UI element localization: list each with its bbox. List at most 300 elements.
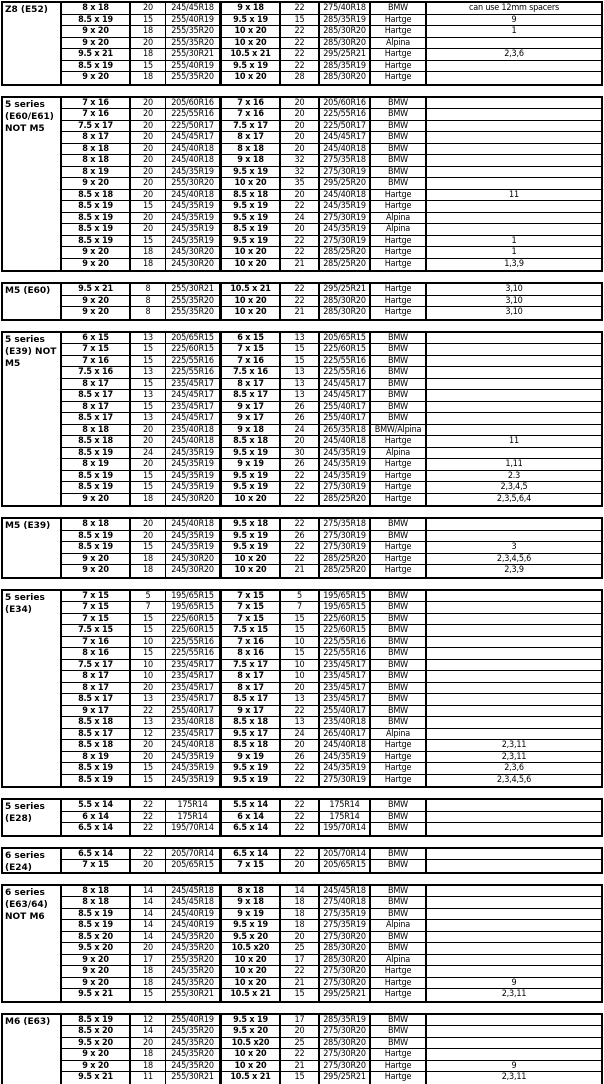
front-offset-cell: 18 — [131, 978, 166, 989]
manufacturer-cell: Hartge — [371, 966, 427, 977]
front-wheel-size-cell: 8 x 18 — [62, 519, 131, 530]
front-offset-cell: 20 — [131, 38, 166, 49]
fitment-rows — [60, 3, 601, 84]
rear-offset-cell: 22 — [281, 775, 320, 787]
notes-cell — [427, 1038, 601, 1049]
manufacturer-cell: BMW — [371, 98, 427, 109]
front-tyre-size-cell: 195/70R14 — [166, 823, 221, 835]
rear-tyre-size-cell: 225/55R16 — [320, 356, 371, 367]
front-offset-cell: 13 — [131, 333, 166, 344]
rear-tyre-size-cell: 285/25R20 — [320, 565, 371, 577]
notes-cell — [427, 860, 601, 872]
front-wheel-size-cell: 8.5 x 17 — [62, 413, 131, 424]
rear-offset-cell: 17 — [281, 1015, 320, 1026]
model-name: 6 series (E24) — [5, 850, 45, 873]
front-offset-cell: 15 — [131, 471, 166, 482]
notes-cell — [427, 356, 601, 367]
front-wheel-size-cell: 8 x 17 — [62, 379, 131, 390]
front-offset-cell: 10 — [131, 660, 166, 671]
rear-offset-cell: 20 — [281, 121, 320, 132]
front-tyre-size-cell: 245/35R20 — [166, 1061, 221, 1072]
rear-offset-cell: 22 — [281, 38, 320, 49]
manufacturer-cell: BMW — [371, 860, 427, 872]
front-offset-cell: 7 — [131, 602, 166, 613]
rear-offset-cell: 22 — [281, 247, 320, 258]
front-wheel-size-cell: 7 x 15 — [62, 860, 131, 872]
manufacturer-cell: BMW — [371, 333, 427, 344]
front-offset-cell: 22 — [131, 706, 166, 717]
model-name: 5 series (E34) — [5, 592, 45, 615]
rear-wheel-size-cell: 10 x 20 — [221, 966, 281, 977]
front-wheel-size-cell: 9 x 20 — [62, 307, 131, 319]
rear-wheel-size-cell: 8.5 x 18 — [221, 717, 281, 728]
rear-wheel-size-cell: 9.5 x 19 — [221, 482, 281, 493]
manufacturer-cell: Hartge — [371, 740, 427, 751]
front-offset-cell: 20 — [131, 167, 166, 178]
table-row — [62, 494, 601, 506]
manufacturer-cell: Alpina — [371, 38, 427, 49]
rear-tyre-size-cell: 225/55R16 — [320, 367, 371, 378]
rear-tyre-size-cell: 195/70R14 — [320, 823, 371, 835]
rear-wheel-size-cell: 10.5 x 21 — [221, 989, 281, 1001]
front-offset-cell: 18 — [131, 259, 166, 271]
notes-cell — [427, 1015, 601, 1026]
table-row — [62, 367, 601, 379]
front-wheel-size-cell: 7 x 16 — [62, 109, 131, 120]
front-tyre-size-cell: 245/45R18 — [166, 3, 221, 14]
rear-tyre-size-cell: 285/30R20 — [320, 296, 371, 307]
rear-wheel-size-cell: 10.5 x20 — [221, 1038, 281, 1049]
front-tyre-size-cell: 255/35R20 — [166, 26, 221, 37]
rear-wheel-size-cell: 9 x 17 — [221, 706, 281, 717]
front-offset-cell: 8 — [131, 307, 166, 319]
rear-tyre-size-cell: 245/35R19 — [320, 752, 371, 763]
front-wheel-size-cell: 9.5 x 20 — [62, 943, 131, 954]
manufacturer-cell: Hartge — [371, 236, 427, 247]
notes-cell — [427, 213, 601, 224]
rear-tyre-size-cell: 245/40R18 — [320, 740, 371, 751]
table-row — [62, 1038, 601, 1050]
rear-offset-cell: 22 — [281, 61, 320, 72]
front-wheel-size-cell: 8.5 x 19 — [62, 15, 131, 26]
front-tyre-size-cell: 235/45R17 — [166, 402, 221, 413]
rear-tyre-size-cell: 255/40R17 — [320, 706, 371, 717]
manufacturer-cell: Hartge — [371, 1072, 427, 1084]
rear-tyre-size-cell: 205/70R14 — [320, 849, 371, 860]
rear-offset-cell: 10 — [281, 637, 320, 648]
rear-tyre-size-cell: 275/30R19 — [320, 167, 371, 178]
front-wheel-size-cell: 8.5 x 19 — [62, 224, 131, 235]
manufacturer-cell: Hartge — [371, 1061, 427, 1072]
rear-tyre-size-cell: 275/35R18 — [320, 519, 371, 530]
front-tyre-size-cell: 255/35R20 — [166, 72, 221, 84]
manufacturer-cell: BMW — [371, 1015, 427, 1026]
notes-cell — [427, 144, 601, 155]
notes-cell — [427, 932, 601, 943]
rear-offset-cell: 26 — [281, 413, 320, 424]
notes-cell — [427, 800, 601, 811]
table-row — [62, 190, 601, 202]
table-row — [62, 602, 601, 614]
manufacturer-cell: BMW — [371, 932, 427, 943]
rear-wheel-size-cell: 10 x 20 — [221, 978, 281, 989]
table-row — [62, 909, 601, 921]
front-offset-cell: 20 — [131, 109, 166, 120]
front-wheel-size-cell: 8 x 16 — [62, 648, 131, 659]
manufacturer-cell: Hartge — [371, 554, 427, 565]
manufacturer-cell: Alpina — [371, 213, 427, 224]
notes-cell — [427, 367, 601, 378]
manufacturer-cell: BMW/Alpina — [371, 425, 427, 436]
table-row — [62, 897, 601, 909]
rear-offset-cell: 20 — [281, 1026, 320, 1037]
rear-wheel-size-cell: 8.5 x 17 — [221, 694, 281, 705]
front-wheel-size-cell: 5.5 x 14 — [62, 800, 131, 811]
front-tyre-size-cell: 245/30R20 — [166, 565, 221, 577]
rear-offset-cell: 13 — [281, 367, 320, 378]
front-wheel-size-cell: 6 x 15 — [62, 333, 131, 344]
rear-tyre-size-cell: 245/35R19 — [320, 459, 371, 470]
front-tyre-size-cell: 245/35R20 — [166, 966, 221, 977]
front-wheel-size-cell: 9.5 x 21 — [62, 989, 131, 1001]
front-tyre-size-cell: 195/65R15 — [166, 602, 221, 613]
rear-wheel-size-cell: 6.5 x 14 — [221, 849, 281, 860]
rear-tyre-size-cell: 275/30R20 — [320, 1049, 371, 1060]
rear-tyre-size-cell: 285/25R20 — [320, 259, 371, 271]
front-offset-cell: 13 — [131, 413, 166, 424]
rear-wheel-size-cell: 9.5 x 19 — [221, 542, 281, 553]
table-row — [62, 224, 601, 236]
notes-cell — [427, 132, 601, 143]
table-row — [62, 471, 601, 483]
rear-offset-cell: 20 — [281, 109, 320, 120]
front-wheel-size-cell: 8.5 x 18 — [62, 436, 131, 447]
rear-wheel-size-cell: 6.5 x 14 — [221, 823, 281, 835]
rear-tyre-size-cell: 205/65R15 — [320, 860, 371, 872]
front-wheel-size-cell: 9 x 20 — [62, 1049, 131, 1060]
rear-offset-cell: 15 — [281, 614, 320, 625]
notes-cell — [427, 717, 601, 728]
front-tyre-size-cell: 235/45R17 — [166, 660, 221, 671]
rear-tyre-size-cell: 245/40R18 — [320, 144, 371, 155]
rear-offset-cell: 28 — [281, 72, 320, 84]
front-offset-cell: 22 — [131, 823, 166, 835]
rear-offset-cell: 22 — [281, 284, 320, 295]
rear-offset-cell: 20 — [281, 224, 320, 235]
rear-offset-cell: 22 — [281, 966, 320, 977]
notes-cell — [427, 201, 601, 212]
front-offset-cell: 13 — [131, 367, 166, 378]
model-group-table — [1, 847, 603, 874]
model-group-table — [1, 884, 603, 1003]
model-group-table — [1, 96, 603, 273]
front-wheel-size-cell: 8 x 19 — [62, 459, 131, 470]
model-name: M5 (E39) — [5, 521, 51, 531]
manufacturer-cell: Alpina — [371, 729, 427, 740]
front-wheel-size-cell: 9.5 x 21 — [62, 49, 131, 60]
rear-wheel-size-cell: 10 x 20 — [221, 26, 281, 37]
table-row — [62, 296, 601, 308]
notes-cell: 3,10 — [505, 284, 523, 294]
rear-tyre-size-cell: 285/30R20 — [320, 943, 371, 954]
front-tyre-size-cell: 245/45R17 — [166, 132, 221, 143]
front-wheel-size-cell: 9 x 20 — [62, 72, 131, 84]
front-tyre-size-cell: 245/35R19 — [166, 236, 221, 247]
front-offset-cell: 14 — [131, 886, 166, 897]
front-tyre-size-cell: 245/35R20 — [166, 1038, 221, 1049]
front-offset-cell: 15 — [131, 201, 166, 212]
front-tyre-size-cell: 225/55R16 — [166, 356, 221, 367]
rear-tyre-size-cell: 295/25R21 — [320, 49, 371, 60]
rear-wheel-size-cell: 6 x 15 — [221, 333, 281, 344]
front-offset-cell: 22 — [131, 849, 166, 860]
manufacturer-cell: BMW — [371, 402, 427, 413]
fitment-rows — [60, 519, 601, 577]
fitment-rows — [60, 800, 601, 835]
front-offset-cell: 14 — [131, 920, 166, 931]
front-wheel-size-cell: 8.5 x 18 — [62, 190, 131, 201]
front-wheel-size-cell: 8.5 x 19 — [62, 201, 131, 212]
model-name: 5 series (E28) — [5, 802, 45, 824]
front-wheel-size-cell: 8.5 x 19 — [62, 775, 131, 787]
rear-offset-cell: 7 — [281, 602, 320, 613]
front-offset-cell: 20 — [131, 752, 166, 763]
rear-tyre-size-cell: 285/30R20 — [320, 72, 371, 84]
rear-wheel-size-cell: 9.5 x 19 — [221, 61, 281, 72]
front-offset-cell: 13 — [131, 717, 166, 728]
table-row — [62, 943, 601, 955]
notes-cell — [427, 390, 601, 401]
front-tyre-size-cell: 255/40R19 — [166, 61, 221, 72]
notes-cell — [427, 72, 601, 84]
front-offset-cell: 15 — [131, 236, 166, 247]
rear-wheel-size-cell: 9.5 x 19 — [221, 236, 281, 247]
manufacturer-cell: Hartge — [371, 775, 427, 787]
rear-tyre-size-cell: 175R14 — [320, 812, 371, 823]
table-row — [62, 155, 601, 167]
front-tyre-size-cell: 245/45R18 — [166, 886, 221, 897]
notes-cell — [427, 155, 601, 166]
table-row — [62, 565, 601, 577]
front-wheel-size-cell: 9 x 20 — [62, 955, 131, 966]
front-wheel-size-cell: 7.5 x 17 — [62, 660, 131, 671]
rear-offset-cell: 22 — [281, 823, 320, 835]
front-wheel-size-cell: 9 x 20 — [62, 978, 131, 989]
table-row — [62, 614, 601, 626]
front-tyre-size-cell: 245/40R18 — [166, 144, 221, 155]
rear-wheel-size-cell: 7 x 15 — [221, 591, 281, 602]
manufacturer-cell: BMW — [371, 886, 427, 897]
rear-offset-cell: 15 — [281, 1072, 320, 1084]
rear-wheel-size-cell: 9.5 x 19 — [221, 920, 281, 931]
table-row — [62, 259, 601, 271]
manufacturer-cell: BMW — [371, 943, 427, 954]
rear-offset-cell: 22 — [281, 49, 320, 60]
rear-tyre-size-cell: 275/30R20 — [320, 932, 371, 943]
table-row — [62, 812, 601, 824]
front-offset-cell: 12 — [131, 729, 166, 740]
rear-offset-cell: 18 — [281, 909, 320, 920]
model-name: 5 series (E60/E61) NOT M5 — [5, 99, 54, 134]
front-tyre-size-cell: 245/30R20 — [166, 247, 221, 258]
rear-offset-cell: 25 — [281, 943, 320, 954]
rear-offset-cell: 20 — [281, 860, 320, 872]
rear-tyre-size-cell: 245/35R19 — [320, 201, 371, 212]
notes-cell — [427, 943, 601, 954]
front-wheel-size-cell: 8 x 19 — [62, 752, 131, 763]
rear-wheel-size-cell: 10 x 20 — [221, 38, 281, 49]
front-offset-cell: 14 — [131, 1026, 166, 1037]
front-tyre-size-cell: 245/35R19 — [166, 763, 221, 774]
front-tyre-size-cell: 255/35R20 — [166, 307, 221, 319]
rear-wheel-size-cell: 7 x 16 — [221, 109, 281, 120]
manufacturer-cell: BMW — [371, 167, 427, 178]
rear-tyre-size-cell: 275/30R19 — [320, 775, 371, 787]
rear-offset-cell: 22 — [281, 236, 320, 247]
rear-tyre-size-cell: 195/65R15 — [320, 591, 371, 602]
rear-tyre-size-cell: 275/35R18 — [320, 155, 371, 166]
rear-tyre-size-cell: 235/40R18 — [320, 717, 371, 728]
rear-wheel-size-cell: 10 x 20 — [221, 1049, 281, 1060]
table-row — [62, 49, 601, 61]
front-offset-cell: 18 — [131, 247, 166, 258]
front-tyre-size-cell: 245/35R20 — [166, 1049, 221, 1060]
front-offset-cell: 20 — [131, 860, 166, 872]
front-offset-cell: 13 — [131, 694, 166, 705]
rear-offset-cell: 20 — [281, 683, 320, 694]
notes-cell: 9 — [511, 977, 517, 988]
front-tyre-size-cell: 205/60R16 — [166, 98, 221, 109]
rear-wheel-size-cell: 10 x 20 — [221, 178, 281, 189]
model-name: 6 series (E63/64) NOT M6 — [5, 887, 48, 922]
model-group-table — [1, 1013, 603, 1084]
manufacturer-cell: BMW — [371, 717, 427, 728]
front-tyre-size-cell: 255/35R20 — [166, 296, 221, 307]
rear-offset-cell: 13 — [281, 717, 320, 728]
rear-tyre-size-cell: 285/30R20 — [320, 1038, 371, 1049]
front-wheel-size-cell: 8.5 x 19 — [62, 61, 131, 72]
front-tyre-size-cell: 225/60R15 — [166, 614, 221, 625]
front-offset-cell: 15 — [131, 379, 166, 390]
front-wheel-size-cell: 9 x 20 — [62, 1061, 131, 1072]
front-tyre-size-cell: 245/35R20 — [166, 943, 221, 954]
manufacturer-cell: BMW — [371, 625, 427, 636]
table-row — [62, 752, 601, 764]
notes-cell — [427, 591, 601, 602]
rear-tyre-size-cell: 225/50R17 — [320, 121, 371, 132]
front-offset-cell: 15 — [131, 648, 166, 659]
notes-cell — [427, 671, 601, 682]
notes-cell: 3,10 — [505, 307, 523, 317]
front-tyre-size-cell: 255/40R17 — [166, 706, 221, 717]
table-row — [62, 459, 601, 471]
front-wheel-size-cell: 6.5 x 14 — [62, 849, 131, 860]
front-wheel-size-cell: 8.5 x 19 — [62, 531, 131, 542]
rear-wheel-size-cell: 10 x 20 — [221, 296, 281, 307]
front-offset-cell: 22 — [131, 812, 166, 823]
front-offset-cell: 14 — [131, 897, 166, 908]
front-offset-cell: 18 — [131, 1061, 166, 1072]
table-row — [62, 706, 601, 718]
manufacturer-cell: BMW — [371, 367, 427, 378]
table-row — [62, 823, 601, 835]
rear-tyre-size-cell: 235/45R17 — [320, 660, 371, 671]
front-tyre-size-cell: 245/40R18 — [166, 740, 221, 751]
rear-wheel-size-cell: 9 x 19 — [221, 752, 281, 763]
front-tyre-size-cell: 245/35R19 — [166, 224, 221, 235]
front-tyre-size-cell: 245/40R19 — [166, 920, 221, 931]
notes-cell — [427, 648, 601, 659]
front-offset-cell: 18 — [131, 554, 166, 565]
table-row — [62, 402, 601, 414]
manufacturer-cell: Hartge — [371, 436, 427, 447]
rear-offset-cell: 24 — [281, 213, 320, 224]
table-row — [62, 132, 601, 144]
table-row — [62, 660, 601, 672]
fitment-rows — [60, 849, 601, 872]
front-offset-cell: 20 — [131, 224, 166, 235]
manufacturer-cell: Hartge — [371, 482, 427, 493]
table-row — [62, 425, 601, 437]
rear-tyre-size-cell: 245/35R19 — [320, 448, 371, 459]
table-row — [62, 860, 601, 872]
notes-cell — [427, 379, 601, 390]
front-wheel-size-cell: 8 x 18 — [62, 897, 131, 908]
rear-tyre-size-cell: 235/45R17 — [320, 694, 371, 705]
table-row — [62, 448, 601, 460]
table-row — [62, 72, 601, 84]
notes-cell — [427, 413, 601, 424]
table-row — [62, 955, 601, 967]
notes-cell: 2,3,6 — [504, 763, 524, 773]
front-offset-cell: 20 — [131, 531, 166, 542]
front-offset-cell: 15 — [131, 482, 166, 493]
notes-cell: 2,3,11 — [501, 989, 527, 999]
rear-wheel-size-cell: 7.5 x 17 — [221, 121, 281, 132]
table-row — [62, 3, 601, 15]
rear-tyre-size-cell: 275/30R20 — [320, 1061, 371, 1072]
rear-wheel-size-cell: 9.5 x 19 — [221, 15, 281, 26]
front-offset-cell: 15 — [131, 344, 166, 355]
notes-cell — [427, 683, 601, 694]
front-wheel-size-cell: 8 x 17 — [62, 402, 131, 413]
table-row — [62, 390, 601, 402]
front-offset-cell: 20 — [131, 155, 166, 166]
notes-cell — [427, 637, 601, 648]
front-offset-cell: 15 — [131, 989, 166, 1001]
rear-tyre-size-cell: 245/45R17 — [320, 132, 371, 143]
rear-offset-cell: 15 — [281, 356, 320, 367]
table-row — [62, 121, 601, 133]
rear-wheel-size-cell: 7 x 16 — [221, 356, 281, 367]
rear-tyre-size-cell: 285/35R19 — [320, 1015, 371, 1026]
fitment-rows — [60, 886, 601, 1001]
front-tyre-size-cell: 245/35R19 — [166, 775, 221, 787]
rear-offset-cell: 32 — [281, 155, 320, 166]
front-tyre-size-cell: 225/55R16 — [166, 648, 221, 659]
front-wheel-size-cell: 9 x 17 — [62, 706, 131, 717]
rear-tyre-size-cell: 295/25R20 — [320, 178, 371, 189]
rear-tyre-size-cell: 245/40R18 — [320, 436, 371, 447]
manufacturer-cell: Hartge — [371, 471, 427, 482]
front-tyre-size-cell: 225/55R16 — [166, 637, 221, 648]
rear-wheel-size-cell: 10 x 20 — [221, 247, 281, 258]
front-tyre-size-cell: 205/65R15 — [166, 860, 221, 872]
front-offset-cell: 18 — [131, 565, 166, 577]
rear-tyre-size-cell: 225/55R16 — [320, 637, 371, 648]
front-wheel-size-cell: 7.5 x 15 — [62, 625, 131, 636]
rear-wheel-size-cell: 9.5 x 19 — [221, 201, 281, 212]
